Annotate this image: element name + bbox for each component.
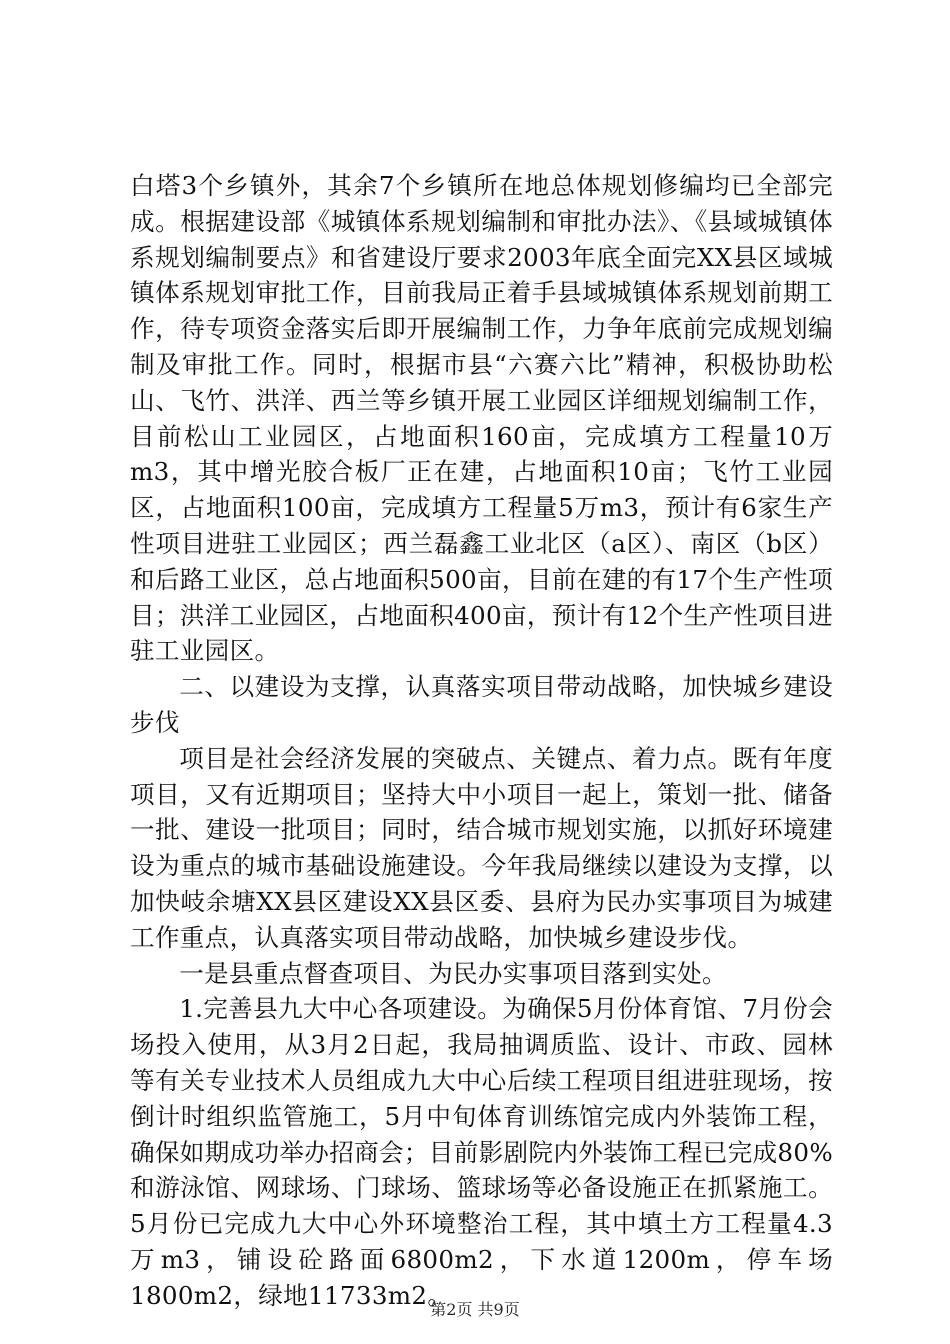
paragraph-nine-centers: 1.完善县九大中心各项建设。为确保5月份体育馆、7月份会场投入使用，从3月2日起，我局抽调质监、设计、市政、园林等有关专业技术人员组成九大中心后续工程项目组进驻现场，按倒计时组织监管施工，5月中旬体育训练馆完成内外装饰工程，确保如期成功举办招商会；目前影剧院内外装饰工程已完成80%和游泳馆、网球场、门球场、篮球场等必备设施正在抓紧施工。5月份已完成九大中心外环境整治工程，其中填土方工程量4.3万m3，铺设砼路面6800m2，下水道1200m，停车场1800m2，绿地11733m2。 xyxy=(130,994,833,1310)
section-heading-construction: 二、以建设为支撑，认真落实项目带动战略，加快城乡建设步伐 xyxy=(130,672,833,737)
paragraph-planning-progress: 白塔3个乡镇外，其余7个乡镇所在地总体规划修编均已全部完成。根据建设部《城镇体系规划编制和审批办法》、《县域城镇体系规划编制要点》和省建设厅要求2003年底全面完XX县区域城镇体系规划审批工作，目前我局正着手县域城镇体系规划前期工作，待专项资金落实后即开展编制工作，力争年底前完成规划编制及审批工作。同时，根据市县“六赛六比”精神，积极协助松山、飞竹、洪洋、西兰等乡镇开展工业园区详细规划编制工作，目前松山工业园区，占地面积160亩，完成填方工程量10万m3，其中增光胶合板厂正在建，占地面积10亩；飞竹工业园区，占地面积100亩，完成填方工程量5万m3，预计有6家生产性项目进驻工业园区；西兰磊鑫工业北区（a区）、南区（b区）和后路工业区，总占地面积500亩，目前在建的有17个生产性项目；洪洋工业园区，占地面积400亩，预计有12个生产性项目进驻工业园区。 xyxy=(130,171,833,666)
paragraph-project-strategy: 项目是社会经济发展的突破点、关键点、着力点。既有年度项目，又有近期项目；坚持大中小项目一起上，策划一批、储备一批、建设一批项目；同时，结合城市规划实施，以抓好环境建设为重点的城市基础设施建设。今年我局继续以建设为支撑，以加快岐余塘XX县区建设XX县区委、县府为民办实事项目为城建工作重点，认真落实项目带动战略，加快城乡建设步伐。 xyxy=(130,743,833,952)
page-number-footer: 第2页 共9页 xyxy=(430,1300,520,1319)
document-body xyxy=(130,168,833,1314)
paragraph-key-projects: 一是县重点督查项目、为民办实事项目落到实处。 xyxy=(179,958,727,988)
